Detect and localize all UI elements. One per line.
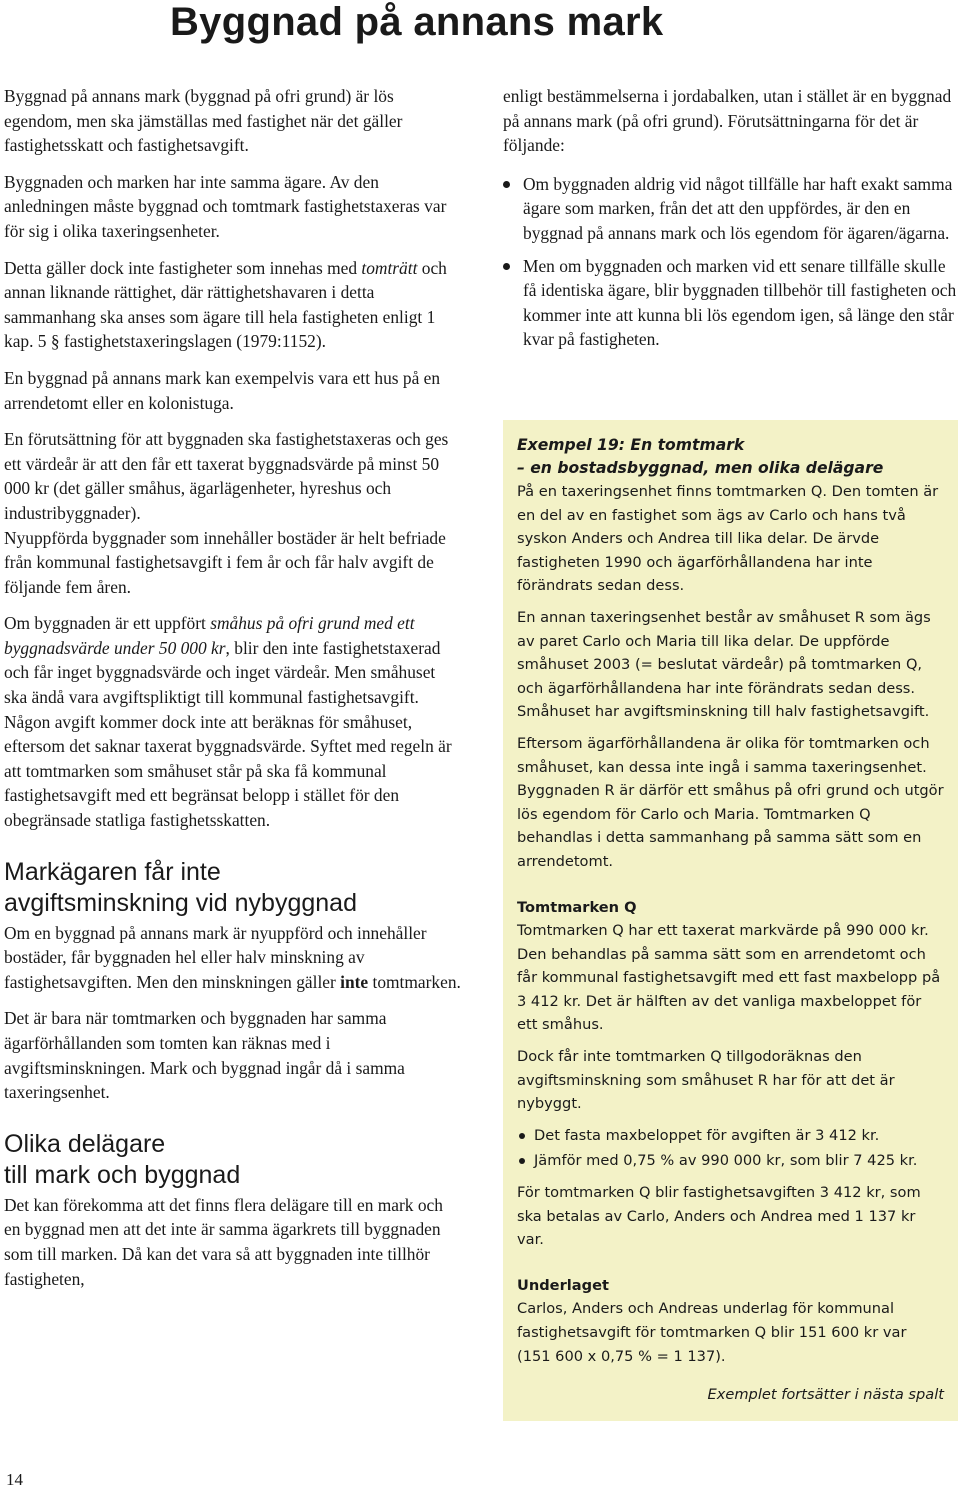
paragraph: Tomtmarken Q har ett taxerat markvärde på 990 000 kr. Den behandlas på samma sätt som en arrendetomt och får kommunal fastighetsavgift med ett fast maxbelopp på 3 412 kr. Det är hälften av det vanliga maxbeloppet för ett småhus. <box>517 922 941 1034</box>
paragraph: Dock får inte tomtmarken Q tillgodoräknas den avgiftsminskning som småhuset R har för att det är nybyggt. <box>517 1048 895 1113</box>
emphasis-text: småhus på ofri grund med ett byggnadsvärde under 50 000 kr <box>4 613 415 658</box>
bold-text: inte <box>340 971 369 992</box>
bullet-list <box>503 172 958 352</box>
paragraph <box>4 256 462 354</box>
paragraph: Eftersom ägarförhållandena är olika för tomtmarken och småhuset, kan dessa inte ingå i samma taxeringsenhet. Byggnaden R är därför ett småhus på ofri grund och utgör lös egendom för Carlo och Maria. Tomtmarken Q behandlas i detta sammanhang på samma sätt som en arrendetomt. <box>517 734 944 870</box>
paragraph: Det är bara när tomtmarken och byggnaden har samma ägarförhållanden som tomten kan räknas med i avgiftsminskningen. Mark och byggnad ingår då i samma taxeringsenhet. <box>4 1008 405 1103</box>
heading-line: Olika delägare <box>4 1129 166 1158</box>
paragraph: Det kan förekomma att det finns flera delägare till en mark och en byggnad men att det inte är samma ägarkrets till byggnaden som till marken. Då kan det vara så att byggnaden inte tillhör fastigheten, <box>4 1194 443 1289</box>
paragraph: En byggnad på annans mark kan exempelvis vara ett hus på en arrendetomt eller en kolonistuga. <box>4 367 441 413</box>
paragraph: En förutsättning för att byggnaden ska fastighetstaxeras och ges ett värdeår är att den får ett taxerat byggnadsvärde på minst 50 000 kr (det gäller småhus, ägarlägenheter, hyreshus och industribyggnader). <box>4 429 449 523</box>
list-item: Jämför med 0,75 % av 990 000 kr, som blir 7 425 kr. <box>517 1149 944 1173</box>
paragraph: Carlos, Anders och Andreas underlag för kommunal fastighetsavgift för tomtmarken Q blir 151 600 kr var (151 600 x 0,75 % = 1 137). <box>517 1300 907 1365</box>
section-heading <box>4 1129 462 1191</box>
list-item: Det fasta maxbeloppet för avgiften är 3 412 kr. <box>517 1124 944 1148</box>
example-subheading: Underlaget <box>517 1276 609 1294</box>
page-number: 14 <box>6 1470 23 1489</box>
section-heading <box>4 857 462 919</box>
heading-line: avgiftsminskning vid nybyggnad <box>4 888 357 917</box>
list-item: Men om byggnaden och marken vid ett senare tillfälle skulle få identiska ägare, blir byggnaden tillbehör till fastigheten och kommer inte att kunna bli lös egendom igen, så länge den står kvar på fastigheten. <box>503 254 958 352</box>
paragraph <box>4 611 462 832</box>
example-heading-line: – en bostadsbyggnad, men olika delägare <box>517 459 884 477</box>
example-subheading: Tomtmarken Q <box>517 898 637 916</box>
right-column <box>503 84 958 360</box>
paragraph: På en taxeringsenhet finns tomtmarken Q. Den tomten är en del av en fastighet som ägs av Carlo och hans två syskon Anders och Andrea till lika delar. De ärvde fastigheten 1990 och ägarförhållandena har inte förändrats sedan dess. <box>517 483 939 595</box>
text-run: , blir den inte fastighetstaxerad och får inget byggnadsvärde och inget värdeår. Men småhuset ska ändå vara avgiftspliktigt till kommunal fastighetsavgift. Någon avgift kommer dock inte att beräknas för småhuset, eftersom det saknar taxerat byggnadsvärde. Syftet med regeln är att tomtmarken som småhuset står på ska få kommunal fastighetsavgift med ett begränsat belopp i stället för den obegränsade statliga fastighetsskatten. <box>4 637 452 831</box>
text-run: och annan liknande rättighet, där rättighetshavaren i detta sammanhang ska anses som ägare till hela fastigheten enligt 1 kap. 5 § fastighetstaxeringslagen (1979:1152). <box>4 257 447 352</box>
emphasis-text: tomträtt <box>361 257 418 278</box>
paragraph: Byggnad på annans mark (byggnad på ofri grund) är lös egendom, men ska jämställas med fastighet när det gäller fastighetsskatt och fastighetsavgift. <box>4 86 403 156</box>
heading-line: till mark och byggnad <box>4 1160 241 1189</box>
heading-line: Markägaren får inte <box>4 857 221 886</box>
continues-note: Exemplet fortsätter i nästa spalt <box>707 1386 944 1404</box>
paragraph: En annan taxeringsenhet består av småhuset R som ägs av paret Carlo och Maria till lika delar. De uppförde småhuset 2003 (= beslutat värdeår) på tomtmarken Q, och ägarförhållandena har inte förändrats sedan dess. Småhuset har avgiftsminskning till halv fastighetsavgift. <box>517 608 931 721</box>
page-title: Byggnad på annans mark <box>170 0 664 44</box>
list-item: Om byggnaden aldrig vid något tillfälle har haft exakt samma ägare som marken, från det att den uppfördes, är den en byggnad på annans mark och lös egendom för ägaren/ägarna. <box>503 172 958 246</box>
paragraph: För tomtmarken Q blir fastighetsavgiften 3 412 kr, som ska betalas av Carlo, Anders och Andrea med 1 137 kr var. <box>517 1184 921 1249</box>
text-run: tomtmarken. <box>368 971 461 992</box>
paragraph: Byggnaden och marken har inte samma ägare. Av den anledningen måste byggnad och tomtmark fastighetstaxeras var för sig i olika taxeringsenheter. <box>4 171 447 241</box>
text-run: Detta gäller dock inte fastigheter som innehas med <box>4 257 362 278</box>
text-run: Om byggnaden är ett uppfört <box>4 613 211 634</box>
example-heading <box>517 434 944 480</box>
left-column <box>4 84 462 1303</box>
paragraph <box>4 921 462 995</box>
bullet-list <box>517 1124 944 1173</box>
text-run: Om en byggnad på annans mark är nyuppförd och innehåller bostäder, får byggnaden hel eller halv minskning av fastighetsavgiften. Men den minskningen gäller <box>4 922 427 992</box>
example-box <box>503 420 958 1421</box>
paragraph: Nyuppförda byggnader som innehåller bostäder är helt befriade från kommunal fastighetsavgift i fem år och får halv avgift de följande fem åren. <box>4 527 446 597</box>
paragraph: enligt bestämmelserna i jordabalken, utan i stället är en byggnad på annans mark (på ofri grund). Förutsättningarna för det är följande: <box>503 86 952 156</box>
example-heading-line: Exempel 19: En tomtmark <box>517 436 745 454</box>
